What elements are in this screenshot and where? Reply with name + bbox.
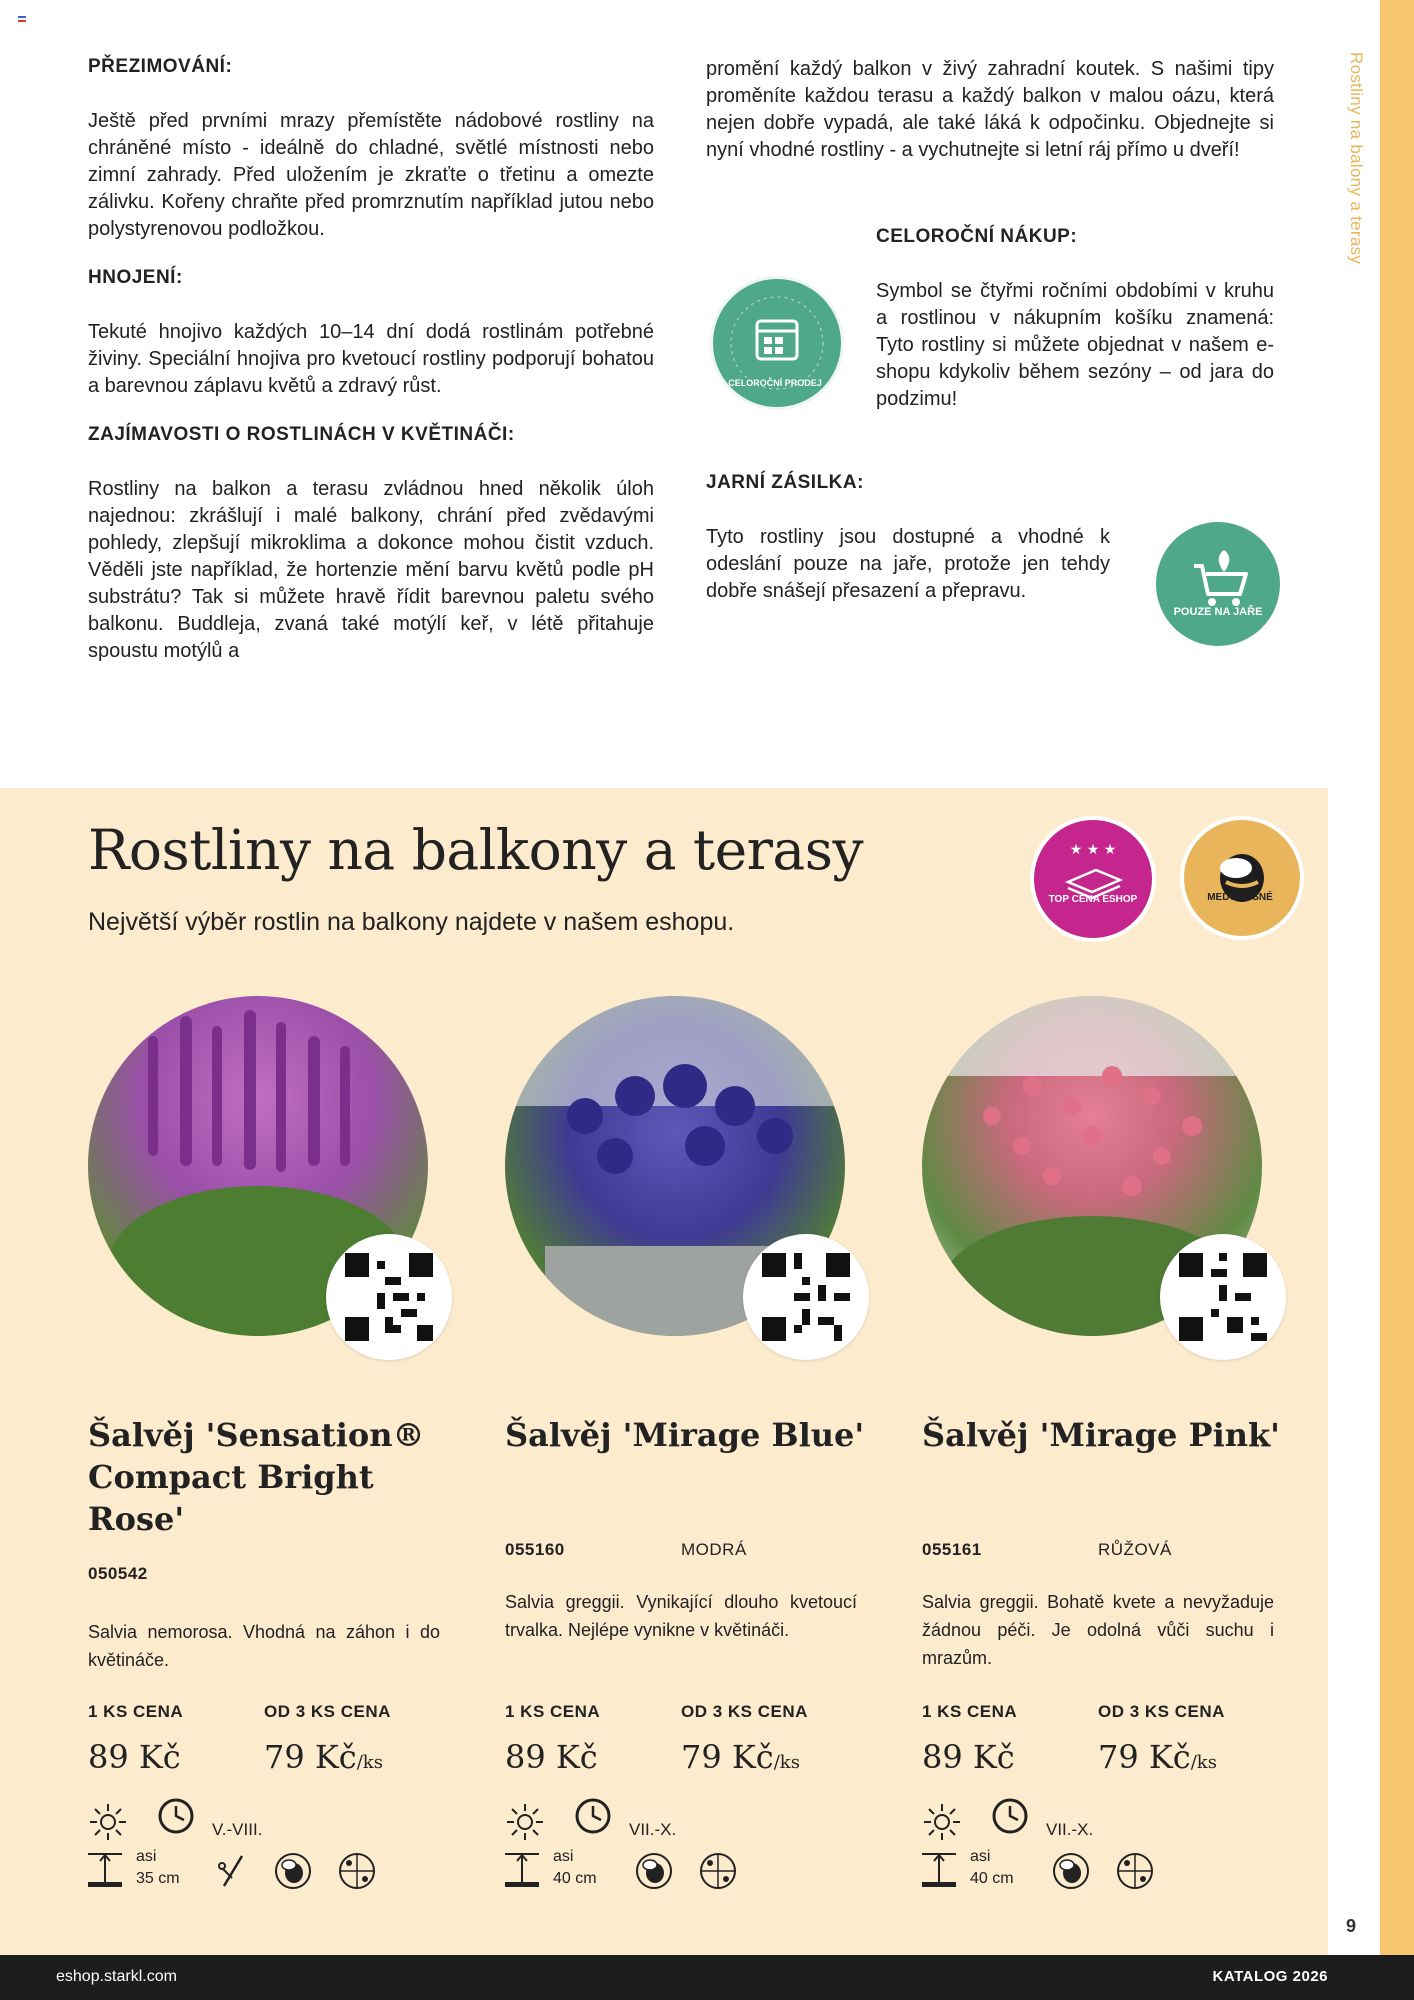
bloom-time-icon: [156, 1796, 196, 1836]
top-cena-eshop-badge-icon: [1030, 816, 1156, 942]
product-code: 050542: [88, 1564, 148, 1583]
svg-text:★ ★ ★: ★ ★ ★: [1069, 842, 1117, 858]
cut-flower-icon: [218, 1854, 248, 1888]
product-card[interactable]: [88, 996, 468, 1956]
price-label-bulk: OD 3 KS CENA: [264, 1702, 391, 1721]
plant-height-icon: [505, 1852, 539, 1888]
bee-friendly-icon: [1052, 1852, 1090, 1890]
qr-code-icon[interactable]: [326, 1234, 452, 1360]
plant-height: 40 cm: [553, 1870, 597, 1887]
product-code: 055160: [505, 1540, 565, 1559]
price-label-single: 1 KS CENA: [922, 1702, 1018, 1721]
hardiness-icon: [1116, 1852, 1154, 1890]
price-single: 89 Kč: [505, 1738, 598, 1776]
full-sun-icon: [88, 1802, 128, 1842]
product-card[interactable]: [505, 996, 885, 1956]
plant-height-icon: [88, 1852, 122, 1888]
celorocni-block: [876, 226, 1274, 437]
celorocni-badge-label: CELOROČNÍ PRODEJ: [728, 378, 822, 388]
bloom-time-icon: [573, 1796, 613, 1836]
price-bulk: 79 Kč: [681, 1738, 774, 1776]
language-flag-icon: [18, 16, 26, 22]
intro-text: promění každý balkon v živý zahradní koutek. S našimi tipy proměníte každou terasu a každý balkon v malou oázu, která nejen dobře vypadá, ale také láká k odpočinku. Objednejte si nyní vhodné rostliny - a vychutnejte si letní ráj přímo u dveří!: [706, 58, 1274, 161]
full-sun-icon: [922, 1802, 962, 1842]
footer-eshop-link[interactable]: eshop.starkl.com: [56, 1968, 177, 1985]
hardiness-icon: [338, 1852, 376, 1890]
jarni-badge-label: POUZE NA JAŘE: [1173, 606, 1263, 618]
celorocni-prodej-badge-icon: [710, 276, 844, 410]
height-prefix: asi: [970, 1848, 991, 1865]
qr-code-icon[interactable]: [1160, 1234, 1286, 1360]
product-name: Šalvěj 'Mirage Pink': [922, 1416, 1280, 1454]
section-heading-hnojeni: HNOJENÍ:: [88, 267, 183, 288]
product-description: Salvia greggii. Vynikající dlouho kvetoucí trvalka. Nejlépe vynikne v květináči.: [505, 1592, 857, 1640]
bloom-time-icon: [990, 1796, 1030, 1836]
plant-height: 35 cm: [136, 1870, 180, 1887]
section-text-hnojeni: Tekuté hnojivo každých 10–14 dní dodá rostlinám potřebné živiny. Speciální hnojiva pro kvetoucí rostliny podporují bohatou a barevnou záplavu květů a zdravý růst.: [88, 321, 654, 397]
price-single: 89 Kč: [88, 1738, 181, 1776]
price-label-single: 1 KS CENA: [88, 1702, 184, 1721]
bee-friendly-icon: [635, 1852, 673, 1890]
price-label-bulk: OD 3 KS CENA: [1098, 1702, 1225, 1721]
price-bulk-wrap: [681, 1738, 800, 1776]
section-text-prezimovani: Ještě před prvními mrazy přemístěte nádobové rostliny na chráněné místo - ideálně do chladné, světlé místnosti nebo zimní zahrady. Před uložením je zkraťte o třetinu a omezte zálivku. Kořeny chraňte před promrznutím například jutou nebo polystyrenovou podložkou.: [88, 110, 654, 240]
banner-title: Rostliny na balkony a terasy: [88, 818, 864, 882]
left-text-column: [88, 56, 654, 689]
product-description: Salvia greggii. Bohatě kvete a nevyžaduje žádnou péči. Je odolná vůči suchu i mrazům.: [922, 1592, 1274, 1668]
bee-friendly-icon: [274, 1852, 312, 1890]
bloom-months: VII.-X.: [629, 1820, 677, 1839]
medonosne-badge-label: MEDONOSNÉ: [1207, 892, 1273, 903]
right-text-column: [706, 56, 1274, 190]
jarni-block: [706, 472, 1110, 629]
bloom-months: V.-VIII.: [212, 1820, 263, 1839]
product-color-label: MODRÁ: [681, 1540, 747, 1559]
page-number: 9: [1346, 1916, 1357, 1936]
pouze-na-jare-badge-icon: [1156, 522, 1280, 646]
footer-catalog-label: KATALOG 2026: [1212, 1968, 1328, 1985]
celorocni-heading: CELOROČNÍ NÁKUP:: [876, 226, 1078, 247]
banner-subtitle: Největší výběr rostlin na balkony najdete v našem eshopu.: [88, 908, 735, 936]
product-code: 055161: [922, 1540, 982, 1559]
side-accent-strip: [1380, 0, 1414, 1955]
section-heading-prezimovani: PŘEZIMOVÁNÍ:: [88, 56, 233, 77]
price-bulk-wrap: [1098, 1738, 1217, 1776]
price-bulk: 79 Kč: [1098, 1738, 1191, 1776]
product-card[interactable]: [922, 996, 1302, 1956]
hardiness-icon: [699, 1852, 737, 1890]
qr-code-icon[interactable]: [743, 1234, 869, 1360]
price-bulk-wrap: [264, 1738, 383, 1776]
celorocni-text: Symbol se čtyřmi ročními obdobími v kruhu a rostlinou v nákupním košíku znamená: Tyto rostliny si můžete objednat v našem e-shopu kdykoliv během sezóny – od jara do podzimu!: [876, 280, 1274, 410]
price-single: 89 Kč: [922, 1738, 1015, 1776]
section-heading-zajimavosti: ZAJÍMAVOSTI O ROSTLINÁCH V KVĚTINÁČI:: [88, 424, 515, 445]
care-icons-row: [922, 1802, 1282, 1902]
price-unit: /ks: [773, 1752, 800, 1773]
product-color-label: RŮŽOVÁ: [1098, 1540, 1172, 1559]
footer-bar: [0, 1955, 1414, 2000]
product-name: Šalvěj 'Sensation® Compact Bright Rose': [88, 1416, 425, 1538]
price-unit: /ks: [1190, 1752, 1217, 1773]
medonosne-badge-icon: [1180, 816, 1304, 940]
side-section-title: Rostliny na balony a terasy: [1347, 52, 1366, 265]
plant-height: 40 cm: [970, 1870, 1014, 1887]
price-label-single: 1 KS CENA: [505, 1702, 601, 1721]
product-name: Šalvěj 'Mirage Blue': [505, 1416, 865, 1454]
height-prefix: asi: [553, 1848, 574, 1865]
jarni-text: Tyto rostliny jsou dostupné a vhodné k odeslání pouze na jaře, protože jen tehdy dobře snášejí přesazení a přepravu.: [706, 526, 1110, 602]
price-bulk: 79 Kč: [264, 1738, 357, 1776]
care-icons-row: [88, 1802, 448, 1902]
price-unit: /ks: [356, 1752, 383, 1773]
price-label-bulk: OD 3 KS CENA: [681, 1702, 808, 1721]
section-text-zajimavosti: Rostliny na balkon a terasu zvládnou hned několik úloh najednou: zkrášlují i malé balkony, chrání před zvědavými pohledy, zlepšují mikroklima a dokonce mohou čistit vzduch. Věděli jste například, že hortenzie mění barvu květů podle pH substrátu? Tak si můžete hravě řídit barevnou paletu svého balkonu. Buddleja, zvaná také motýlí keř, v létě přitahuje spoustu motýlů a: [88, 478, 654, 662]
bloom-months: VII.-X.: [1046, 1820, 1094, 1839]
care-icons-row: [505, 1802, 865, 1902]
top-cena-badge-label: TOP CENA ESHOP: [1048, 894, 1138, 905]
height-prefix: asi: [136, 1848, 157, 1865]
jarni-heading: JARNÍ ZÁSILKA:: [706, 472, 864, 493]
product-description: Salvia nemorosa. Vhodná na záhon i do květináče.: [88, 1622, 440, 1670]
plant-height-icon: [922, 1852, 956, 1888]
full-sun-icon: [505, 1802, 545, 1842]
